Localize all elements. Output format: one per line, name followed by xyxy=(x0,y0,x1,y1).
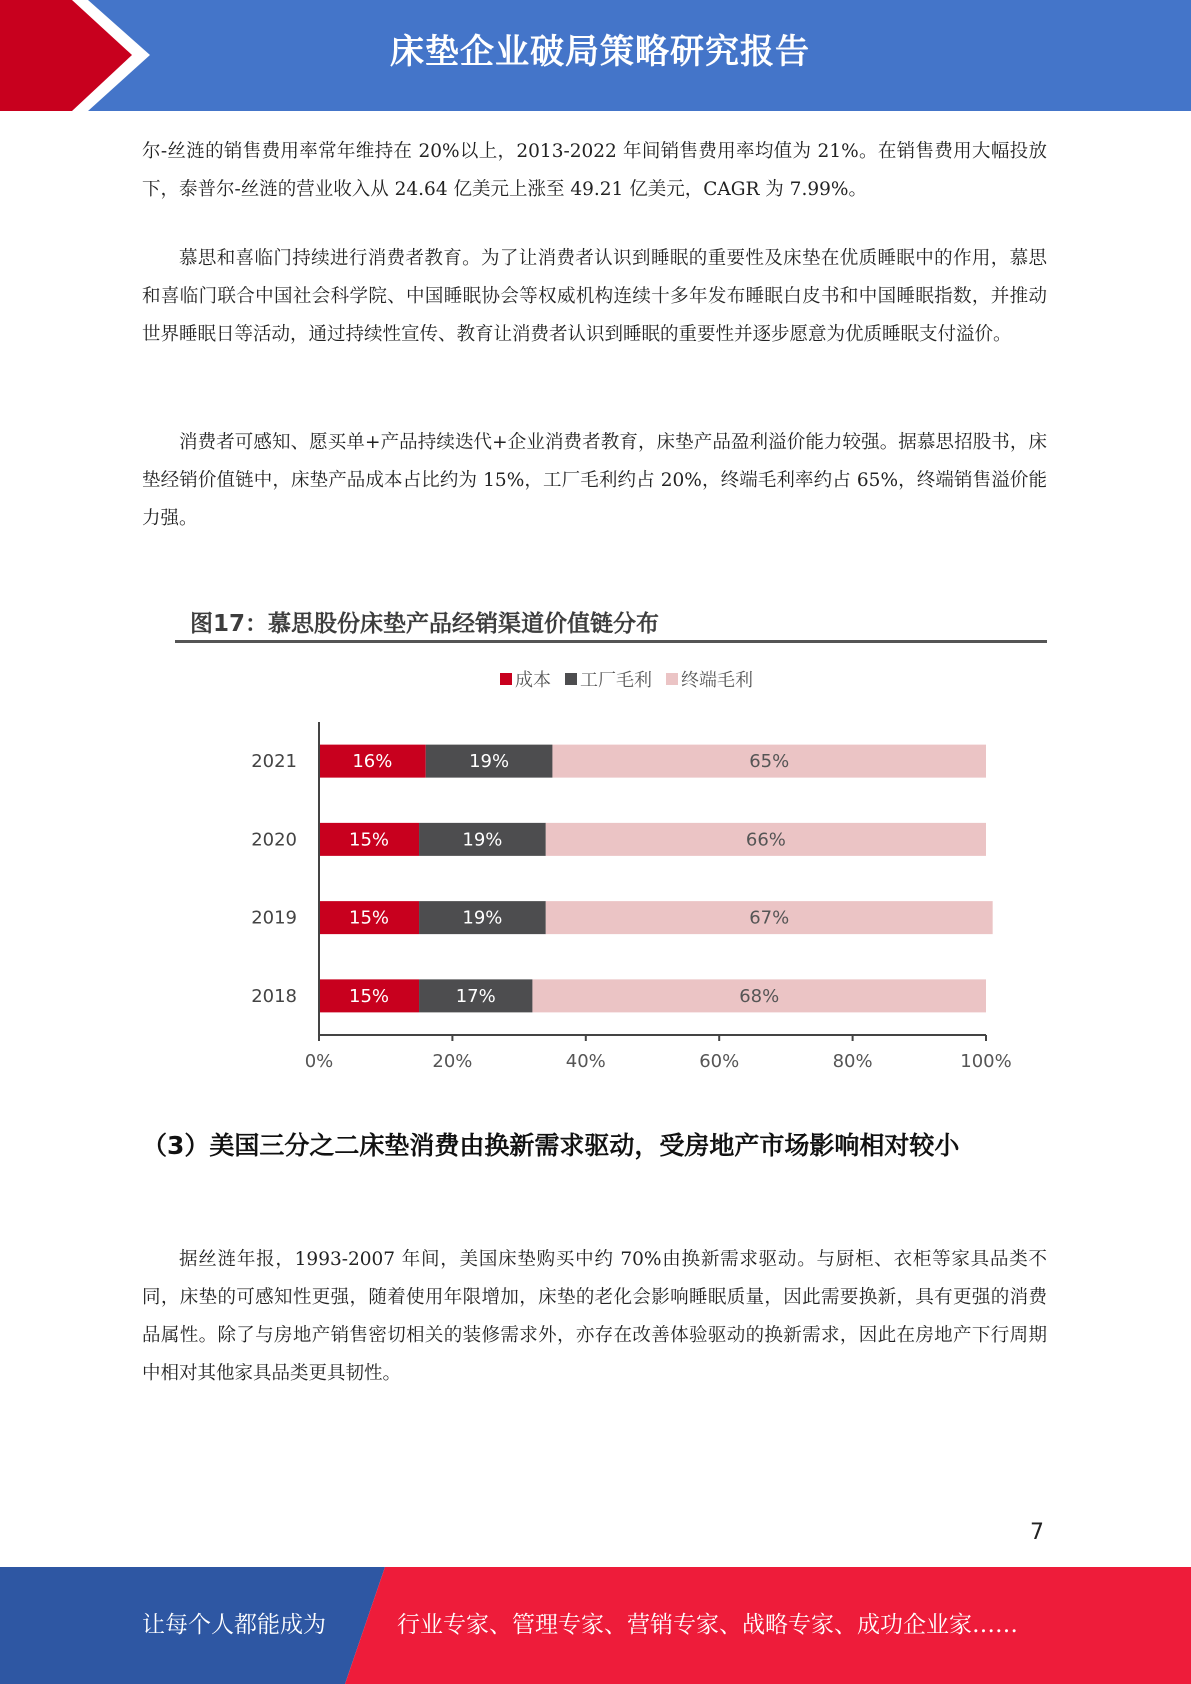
data-label: 67% xyxy=(749,907,790,929)
y-tick-label: 2020 xyxy=(251,829,297,851)
paragraph-premium-pricing: 消费者可感知、愿买单+产品持续迭代+企业消费者教育，床垫产品盈利溢价能力较强。据慕思招股书，床垫经销价值链中，床垫产品成本占比约为 15%，工厂毛利约占 20%，终端毛利率约占 65%，终端销售溢价能力强。 xyxy=(142,432,1047,529)
data-label: 68% xyxy=(739,985,780,1007)
data-label: 19% xyxy=(462,907,503,929)
x-tick-label: 100% xyxy=(960,1051,1012,1072)
data-label: 65% xyxy=(749,751,790,773)
page-footer xyxy=(0,1567,1191,1684)
data-label: 16% xyxy=(352,751,393,773)
paragraph-sales-expense: 尔-丝涟的销售费用率常年维持在 20%以上，2013-2022 年间销售费用率均值为 21%。在销售费用大幅投放下，泰普尔-丝涟的营业收入从 24.64 亿美元上涨至 49.21 亿美元，CAGR 为 7.99%。 xyxy=(142,141,1047,200)
data-label: 17% xyxy=(455,985,496,1007)
x-tick-label: 40% xyxy=(565,1051,606,1072)
legend-label-factory-margin: 工厂毛利 xyxy=(580,670,652,691)
y-tick-label: 2018 xyxy=(251,985,297,1007)
data-label: 19% xyxy=(462,829,503,851)
legend-label-terminal-margin: 终端毛利 xyxy=(681,670,753,691)
footer-slogan-left: 让每个人都能成为 xyxy=(142,1612,326,1638)
figure-title: 图17：慕思股份床垫产品经销渠道价值链分布 xyxy=(190,611,660,637)
paragraph-consumer-education: 慕思和喜临门持续进行消费者教育。为了让消费者认识到睡眠的重要性及床垫在优质睡眠中的作用，慕思和喜临门联合中国社会科学院、中国睡眠协会等权威机构连续十多年发布睡眠白皮书和中国睡眠指数，并推动世界睡眠日等活动，通过持续性宣传、教育让消费者认识到睡眠的重要性并逐步愿意为优质睡眠支付溢价。 xyxy=(142,248,1047,345)
page-number: 7 xyxy=(1030,1520,1044,1545)
y-tick-label: 2019 xyxy=(251,907,297,929)
x-tick-label: 60% xyxy=(699,1051,740,1072)
data-label: 15% xyxy=(349,829,390,851)
data-label: 15% xyxy=(349,985,390,1007)
paragraph-replacement-demand: 据丝涟年报，1993-2007 年间，美国床垫购买中约 70%由换新需求驱动。与厨柜、衣柜等家具品类不同，床垫的可感知性更强，随着使用年限增加，床垫的老化会影响睡眠质量，因此需要换新，具有更强的消费品属性。除了与房地产销售密切相关的装修需求外，亦存在改善体验驱动的换新需求，因此在房地产下行周期中相对其他家具品类更具韧性。 xyxy=(142,1249,1047,1384)
x-tick-label: 20% xyxy=(432,1051,473,1072)
data-label: 19% xyxy=(469,751,510,773)
legend-label-cost: 成本 xyxy=(515,670,551,691)
report-title: 床垫企业破局策略研究报告 xyxy=(390,32,810,72)
data-label: 15% xyxy=(349,907,390,929)
x-tick-label: 0% xyxy=(304,1051,334,1072)
section-heading: （3）美国三分之二床垫消费由换新需求驱动，受房地产市场影响相对较小 xyxy=(142,1131,960,1160)
footer-slogan-right: 行业专家、管理专家、营销专家、战略专家、成功企业家…… xyxy=(397,1612,1018,1638)
data-label: 66% xyxy=(745,829,786,851)
x-tick-label: 80% xyxy=(832,1051,873,1072)
y-tick-label: 2021 xyxy=(251,751,297,773)
